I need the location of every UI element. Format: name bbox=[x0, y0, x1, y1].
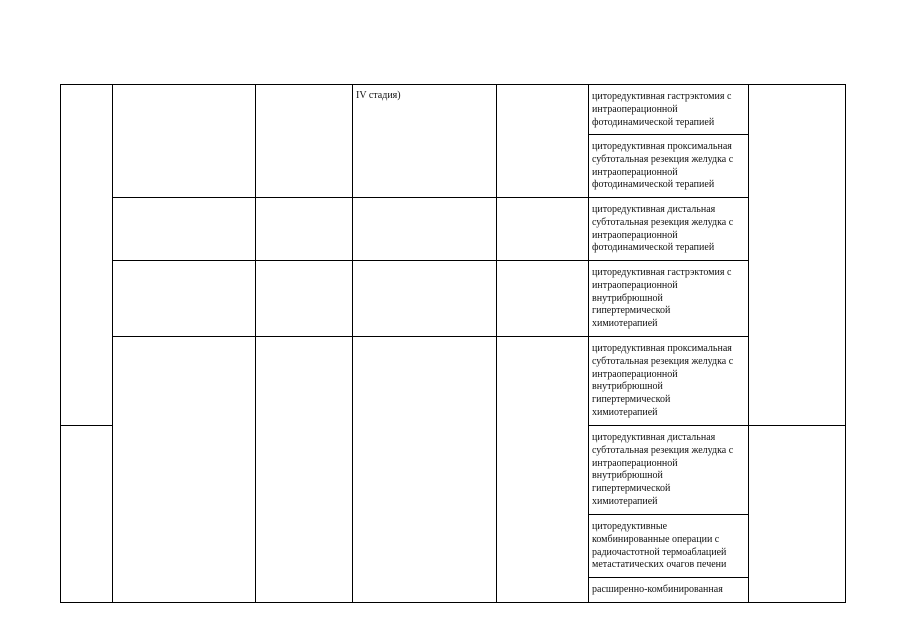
row-divider bbox=[112, 197, 749, 198]
column-divider bbox=[588, 84, 589, 603]
column-divider bbox=[748, 84, 749, 603]
row-divider bbox=[60, 425, 113, 426]
column-divider bbox=[112, 84, 113, 603]
procedure-cell-text: циторедуктивная дистальная субтотальная резекция желудка с интраоперационной фотодинамической терапией bbox=[592, 204, 734, 254]
row-divider bbox=[112, 260, 749, 261]
table-border-left bbox=[60, 84, 61, 603]
column-divider bbox=[496, 84, 497, 603]
column-divider bbox=[352, 84, 353, 603]
procedure-cell-text: циторедуктивные комбинированные операции с радиочастотной термоаблацией метастатических очагов печени bbox=[592, 521, 727, 571]
row-divider bbox=[588, 514, 749, 515]
row-divider bbox=[748, 425, 846, 426]
procedure-cell-text: циторедуктивная гастрэктомия с интраоперационной фотодинамической терапией bbox=[592, 91, 732, 128]
procedure-cell-text: расширенно-комбинированная bbox=[592, 584, 723, 595]
row-divider bbox=[112, 336, 749, 337]
row-divider bbox=[588, 425, 749, 426]
procedure-cell-text: циторедуктивная гастрэктомия с интраоперационной внутрибрюшной гипертермической химиотерапией bbox=[592, 267, 732, 330]
procedure-cell-text: циторедуктивная проксимальная субтотальная резекция желудка с интраоперационной внутрибрюшной гипертермической химиотерапией bbox=[592, 343, 734, 418]
stage-cell-text: IV стадия) bbox=[356, 90, 401, 101]
row-divider bbox=[588, 577, 749, 578]
table-border-bottom bbox=[60, 602, 846, 603]
procedure-cell-text: циторедуктивная проксимальная субтотальная резекция желудка с интраоперационной фотодинамической терапией bbox=[592, 141, 734, 191]
table-border-top bbox=[60, 84, 846, 85]
row-divider bbox=[588, 134, 749, 135]
column-divider bbox=[255, 84, 256, 603]
procedure-cell-text: циторедуктивная дистальная субтотальная резекция желудка с интраоперационной внутрибрюшной гипертермической химиотерапией bbox=[592, 432, 734, 507]
table-border-right bbox=[845, 84, 846, 603]
